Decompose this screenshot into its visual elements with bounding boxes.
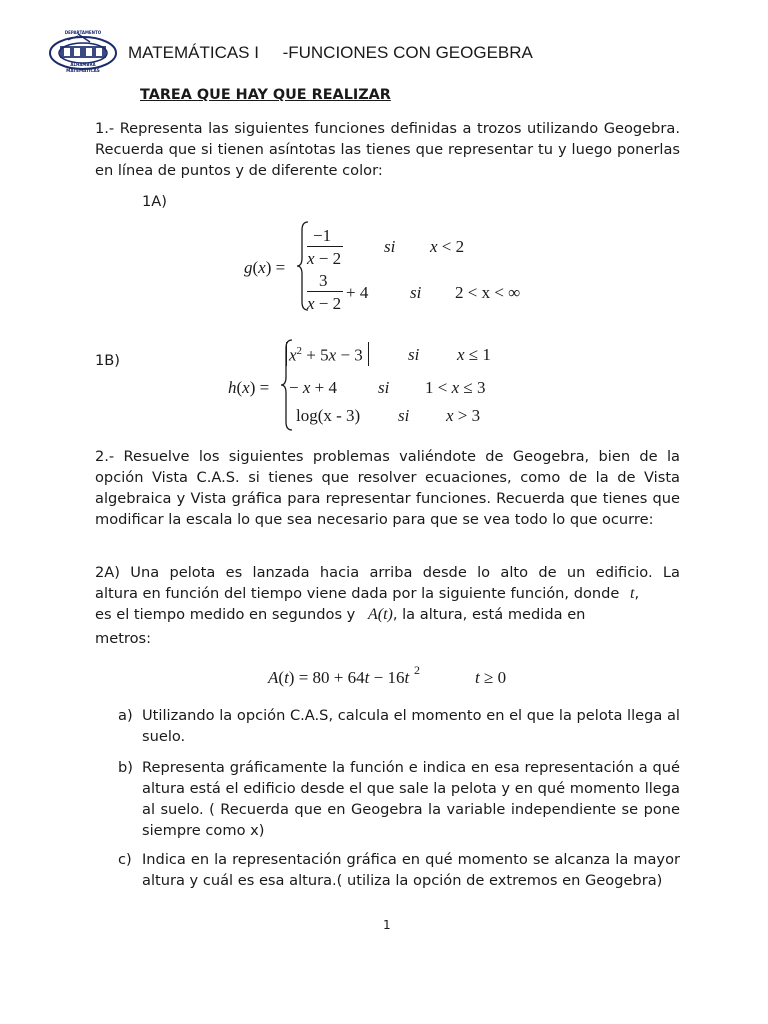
- exercise-1-text: 1.- Representa las siguientes funciones definidas a trozos utilizando Geogebra. Recuerda que si tienen asíntotas las tienes que representar tu y luego ponerlas en línea de puntos y de diferente color:: [95, 120, 680, 179]
- eq-1a-p1-num: −1: [313, 226, 332, 245]
- task-title: TAREA QUE HAY QUE REALIZAR: [140, 87, 391, 103]
- eq-1b-p2-cond: 1 < x ≤ 3: [425, 378, 486, 397]
- eq-1b-p1-cond: x ≤ 1: [457, 345, 491, 364]
- eq-1b-p1-expr: $x^2 + 5x - 3$: [289, 345, 363, 365]
- eq-1b-lhs: h(x) =: [228, 378, 270, 397]
- eq-1b-p1-si: si: [408, 345, 420, 364]
- svg-text:MATEMÁTICAS: MATEMÁTICAS: [66, 68, 100, 73]
- eq-1a-p2-si: si: [410, 283, 422, 302]
- eq-1b-p3-expr: log(x - 3): [296, 406, 361, 425]
- eq-1b-p2-si: si: [378, 378, 390, 397]
- item-b-letter: b): [118, 759, 133, 776]
- eq-1b-p2-expr: − x + 4: [289, 378, 337, 397]
- eq-1b-p3-cond: x > 3: [446, 406, 481, 425]
- eq-1a-p2-tail: + 4: [346, 283, 369, 302]
- eq-1a-p2-cond: 2 < x < ∞: [455, 283, 521, 302]
- eq-1b-abs-left: [286, 342, 287, 366]
- eq-1a-lhs: g(x) =: [244, 258, 286, 277]
- eq-2a-exp: 2: [414, 663, 420, 677]
- svg-text:DEPARTAMENTO: DEPARTAMENTO: [64, 30, 102, 35]
- item-b-text: Representa gráficamente la función e indica en esa representación a qué altura está el edificio desde el que sale la pelota y en qué momento llega al suelo. ( Recuerda que en Geogebra la variable independiente se pone siempre como x): [142, 759, 680, 839]
- eq-1b-p3-si: si: [398, 406, 410, 425]
- item-c-text: Indica en la representación gráfica en qué momento se alcanza la mayor altura y cuál es esa altura.( utiliza la opción de extremos en Geogebra): [142, 851, 680, 889]
- label-1b: 1B): [95, 352, 120, 369]
- exercise-2-text: 2.- Resuelve los siguientes problemas valiéndote de Geogebra, bien de la opción Vista C.A.S. si tienes que resolver ecuaciones, como de la de Vista algebraica y Vista gráfica para representar funciones. Recuerda que tienes que modificar la escala lo que sea necesario para que se vea todo lo que ocurre:: [95, 448, 680, 528]
- item-a-text: Utilizando la opción C.A.S, calcula el momento en el que la pelota llega al suelo.: [142, 707, 680, 745]
- department-logo: [48, 28, 118, 76]
- eq-1a-p2-num: 3: [319, 271, 328, 290]
- label-1a: 1A): [142, 193, 167, 210]
- p2a-line4: metros:: [95, 630, 152, 647]
- eq-1b-abs-right: [368, 342, 369, 366]
- page-number: 1: [383, 918, 391, 932]
- eq-1a-p1-si: si: [384, 237, 396, 256]
- item-a-letter: a): [118, 707, 133, 724]
- p2a-line1: 2A) Una pelota es lanzada hacia arriba desde lo alto de un edificio. La: [95, 564, 680, 581]
- svg-text:ALHAMBRA: ALHAMBRA: [70, 62, 96, 67]
- p2a-line3: es el tiempo medido en segundos y A(t), la altura, está medida en: [95, 606, 586, 623]
- eq-1a-p1-cond: x < 2: [430, 237, 465, 256]
- p2a-line2: altura en función del tiempo viene dada por la siguiente función, donde t,: [95, 585, 640, 602]
- eq-1a-p2-bar: [307, 291, 343, 292]
- eq-1a-p1-bar: [307, 246, 343, 247]
- item-c-letter: c): [118, 851, 132, 868]
- eq-1a-p1-den: x − 2: [307, 249, 342, 268]
- header-title: MATEMÁTICAS I -FUNCIONES CON GEOGEBRA: [128, 43, 533, 62]
- eq-2a-cond: t ≥ 0: [475, 668, 507, 687]
- eq-1a-p2-den: x − 2: [307, 294, 342, 313]
- eq-2a-expr: A(t) = 80 + 64t − 16t: [268, 668, 410, 687]
